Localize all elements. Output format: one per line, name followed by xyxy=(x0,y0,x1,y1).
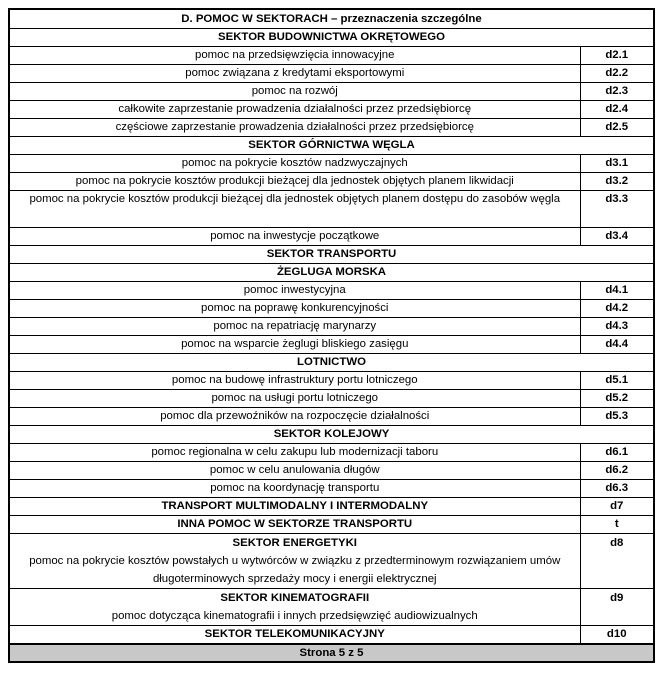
row-label: pomoc na pokrycie kosztów produkcji bieżącej dla jednostek objętych planem dostępu do zasobów węgla xyxy=(9,191,580,228)
table-row xyxy=(9,101,654,119)
row-label: pomoc na rozwój xyxy=(9,83,580,101)
row-code: d5.3 xyxy=(580,408,654,426)
table-row xyxy=(9,119,654,137)
row-code: d4.4 xyxy=(580,336,654,354)
row-code: d10 xyxy=(580,626,654,645)
table-row xyxy=(9,191,654,228)
row-label: pomoc na pokrycie kosztów nadzwyczajnych xyxy=(9,155,580,173)
row-code: d3.3 xyxy=(580,191,654,228)
row-label: pomoc na pokrycie kosztów produkcji bieżącej dla jednostek objętych planem likwidacji xyxy=(9,173,580,191)
page-number: Strona 5 z 5 xyxy=(9,644,654,662)
table-row xyxy=(9,300,654,318)
row-label: częściowe zaprzestanie prowadzenia działalności przez przedsiębiorcę xyxy=(9,119,580,137)
table-row xyxy=(9,626,654,645)
row-code: d2.5 xyxy=(580,119,654,137)
row-label: pomoc na repatriację marynarzy xyxy=(9,318,580,336)
row-code: d4.3 xyxy=(580,318,654,336)
row-code: d2.1 xyxy=(580,47,654,65)
row-code: t xyxy=(580,516,654,534)
table-row xyxy=(9,444,654,462)
section-telecom: SEKTOR TELEKOMUNIKACYJNY xyxy=(9,626,580,645)
row-label: pomoc na przedsięwzięcia innowacyjne xyxy=(9,47,580,65)
row-label: pomoc dla przewoźników na rozpoczęcie działalności xyxy=(9,408,580,426)
section-other-transport: INNA POMOC W SEKTORZE TRANSPORTU xyxy=(9,516,580,534)
table-row xyxy=(9,534,654,589)
table-row xyxy=(9,589,654,626)
row-code: d3.1 xyxy=(580,155,654,173)
table-row xyxy=(9,390,654,408)
table-row xyxy=(9,173,654,191)
row-label: pomoc w celu anulowania długów xyxy=(9,462,580,480)
table-row xyxy=(9,336,654,354)
table-row xyxy=(9,47,654,65)
row-code: d5.2 xyxy=(580,390,654,408)
table-row xyxy=(9,498,654,516)
section-aviation: LOTNICTWO xyxy=(9,354,654,372)
form-page xyxy=(8,8,653,663)
row-label: pomoc na inwestycje początkowe xyxy=(9,228,580,246)
row-code: d8 xyxy=(580,534,654,589)
row-code: d5.1 xyxy=(580,372,654,390)
row-code: d6.2 xyxy=(580,462,654,480)
row-code: d2.2 xyxy=(580,65,654,83)
row-code: d3.2 xyxy=(580,173,654,191)
row-code: d6.3 xyxy=(580,480,654,498)
section-energy: SEKTOR ENERGETYKI xyxy=(232,537,357,549)
table-row xyxy=(9,83,654,101)
table-row xyxy=(9,282,654,300)
row-code: d4.1 xyxy=(580,282,654,300)
table-row xyxy=(9,462,654,480)
row-code: d2.3 xyxy=(580,83,654,101)
table-row xyxy=(9,318,654,336)
section-coal-mining: SEKTOR GÓRNICTWA WĘGLA xyxy=(9,137,654,155)
row-code: d7 xyxy=(580,498,654,516)
row-code: d6.1 xyxy=(580,444,654,462)
film-description: pomoc dotycząca kinematografii i innych przedsięwzięć audiowizualnych xyxy=(111,610,478,622)
table-row xyxy=(9,480,654,498)
table-row xyxy=(9,372,654,390)
row-label: pomoc związana z kredytami eksportowymi xyxy=(9,65,580,83)
section-film: SEKTOR KINEMATOGRAFII xyxy=(220,592,370,604)
table-title: D. POMOC W SEKTORACH – przeznaczenia szczególne xyxy=(9,9,654,29)
row-code: d2.4 xyxy=(580,101,654,119)
section-multimodal: TRANSPORT MULTIMODALNY I INTERMODALNY xyxy=(9,498,580,516)
row-label: pomoc na poprawę konkurencyjności xyxy=(9,300,580,318)
table-row xyxy=(9,155,654,173)
row-label: pomoc na wsparcie żeglugi bliskiego zasięgu xyxy=(9,336,580,354)
row-label: całkowite zaprzestanie prowadzenia działalności przez przedsiębiorcę xyxy=(9,101,580,119)
row-code: d9 xyxy=(580,589,654,626)
row-code: d3.4 xyxy=(580,228,654,246)
sector-aid-table xyxy=(8,8,655,663)
table-row xyxy=(9,516,654,534)
table-row xyxy=(9,65,654,83)
row-label: pomoc na usługi portu lotniczego xyxy=(9,390,580,408)
section-shipbuilding: SEKTOR BUDOWNICTWA OKRĘTOWEGO xyxy=(9,29,654,47)
table-row xyxy=(9,228,654,246)
row-label: pomoc na budowę infrastruktury portu lotniczego xyxy=(9,372,580,390)
row-label: pomoc regionalna w celu zakupu lub modernizacji taboru xyxy=(9,444,580,462)
table-row xyxy=(9,408,654,426)
section-rail: SEKTOR KOLEJOWY xyxy=(9,426,654,444)
section-maritime: ŻEGLUGA MORSKA xyxy=(9,264,654,282)
row-code: d4.2 xyxy=(580,300,654,318)
section-transport: SEKTOR TRANSPORTU xyxy=(9,246,654,264)
row-label: pomoc na koordynację transportu xyxy=(9,480,580,498)
row-label: pomoc inwestycyjna xyxy=(9,282,580,300)
energy-description: pomoc na pokrycie kosztów powstałych u wytwórców w związku z przedterminowym rozwiązaniem umów długoterminowych sprzedaży mocy i energii elektrycznej xyxy=(29,555,561,585)
